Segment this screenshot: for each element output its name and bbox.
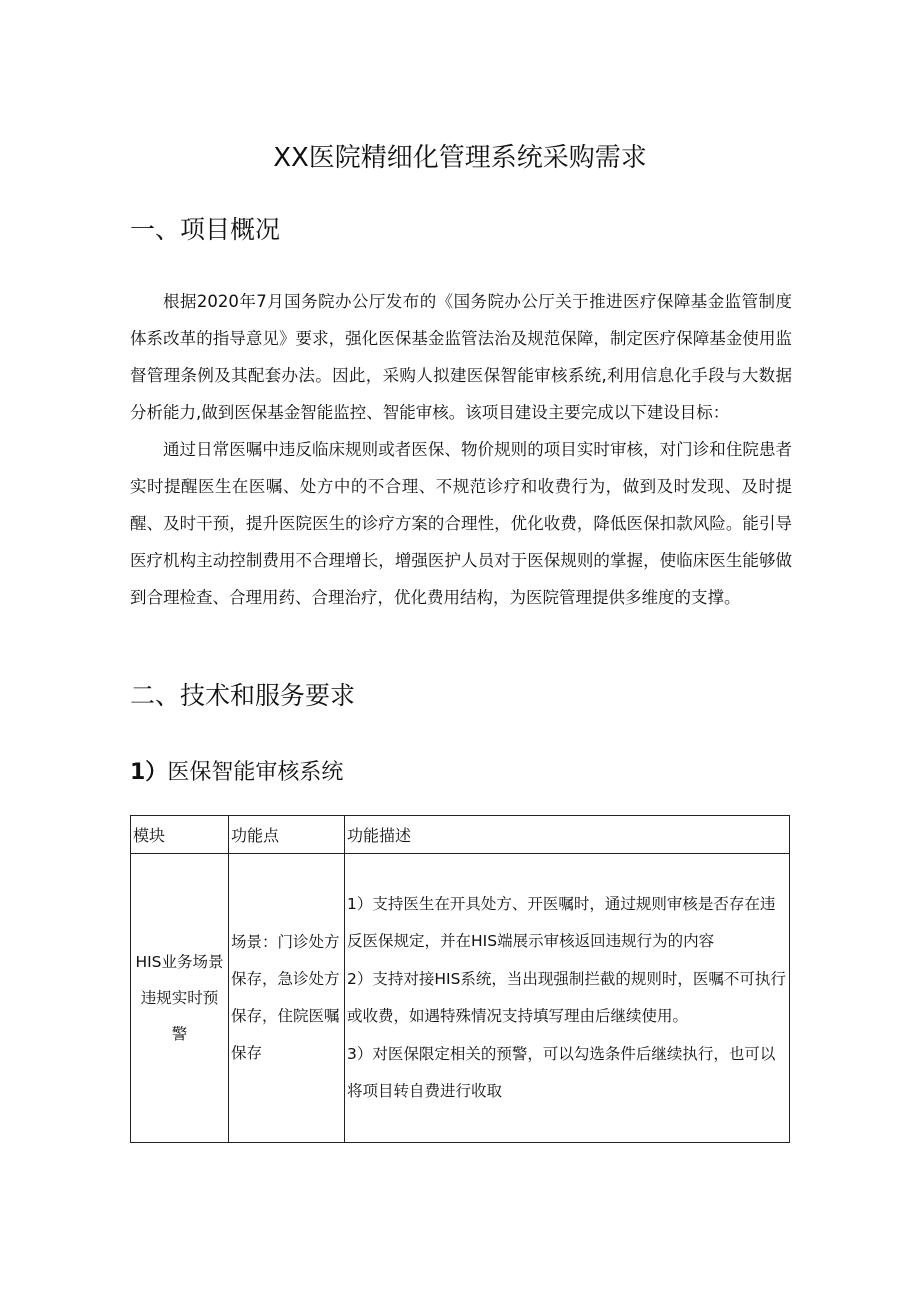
table-row <box>131 854 790 1143</box>
requirements-table <box>130 815 790 1143</box>
overview-body <box>130 283 792 616</box>
subsection-number: 1） <box>130 760 168 785</box>
subsection-heading <box>130 757 343 789</box>
table-header-row <box>131 816 790 854</box>
cell-function-description <box>345 854 790 1143</box>
section-heading-requirements: 二、技术和服务要求 <box>130 681 356 710</box>
cell-function-point: 场景：门诊处方保存，急诊处方保存，住院医嘱保存 <box>229 854 345 1143</box>
description-item: 3）对医保限定相关的预警，可以勾选条件后继续执行，也可以将项目转自费进行收取 <box>347 1044 776 1100</box>
description-item: 1）支持医生在开具处方、开医嘱时，通过规则审核是否存在违反医保规定，并在HIS端展示审核返回违规行为的内容 <box>347 894 776 950</box>
subsection-title: 医保智能审核系统 <box>167 760 344 785</box>
cell-module: HIS业务场景违规实时预警 <box>131 854 229 1143</box>
description-item: 2）支持对接HIS系统，当出现强制拦截的规则时，医嘱不可执行或收费，如遇特殊情况支持填写理由后继续使用。 <box>347 969 786 1025</box>
document-title: XX医院精细化管理系统采购需求 <box>273 143 647 173</box>
header-function-point: 功能点 <box>229 816 345 854</box>
header-function-description: 功能描述 <box>345 816 790 854</box>
header-module: 模块 <box>131 816 229 854</box>
overview-paragraph-2: 通过日常医嘱中违反临床规则或者医保、物价规则的项目实时审核，对门诊和住院患者实时提醒医生在医嘱、处方中的不合理、不规范诊疗和收费行为，做到及时发现、及时提醒、及时干预，提升医院医生的诊疗方案的合理性，优化收费，降低医保扣款风险。能引导医疗机构主动控制费用不合理增长，增强医护人员对于医保规则的掌握，使临床医生能够做到合理检查、合理用药、合理治疗，优化费用结构，为医院管理提供多维度的支撑。 <box>130 440 792 607</box>
overview-paragraph-1: 根据2020年7月国务院办公厅发布的《国务院办公厅关于推进医疗保障基金监管制度体系改革的指导意见》要求，强化医保基金监管法治及规范保障，制定医疗保障基金使用监督管理条例及其配套办法。因此，采购人拟建医保智能审核系统,利用信息化手段与大数据分析能力,做到医保基金智能监控、智能审核。该项目建设主要完成以下建设目标： <box>130 292 792 422</box>
section-heading-overview: 一、项目概况 <box>130 215 281 244</box>
